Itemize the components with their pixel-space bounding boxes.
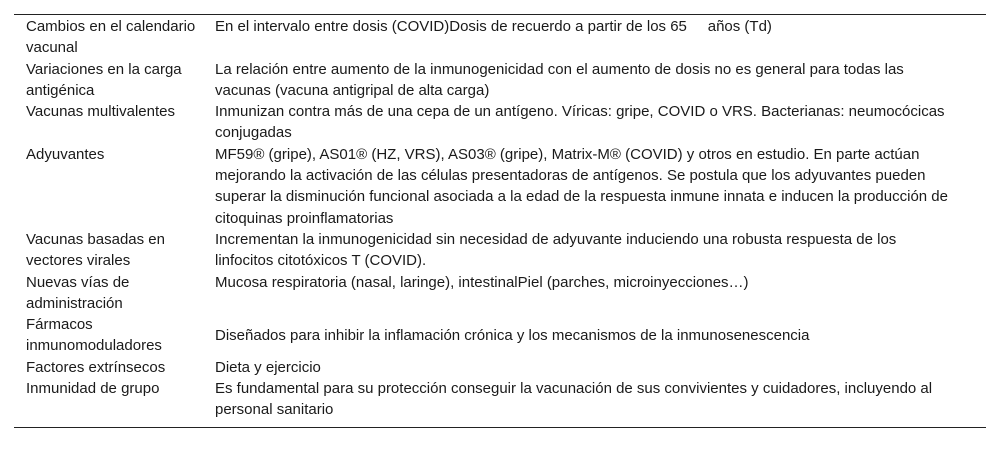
- row-label: Vacunas basadas en vectores virales: [26, 230, 165, 270]
- row-value: MF59® (gripe), AS01® (HZ, VRS), AS03® (gripe), Matrix-M® (COVID) y otros en estudio. En parte actúan mejorando la activación de las células presentadoras de antígenos. Se postula que los adyuvantes pueden superar la disminución funcional asociada a la edad de la respuesta inmune innata e inducen la producción de citoquinas proinflamatorias: [215, 145, 948, 227]
- table-row: [14, 144, 986, 229]
- row-label: Nuevas vías de administración: [26, 273, 130, 312]
- row-value: La relación entre aumento de la inmunogenicidad con el aumento de dosis no es general para todas las vacunas (vacuna antigripal de alta carga): [215, 60, 904, 99]
- row-value: En el intervalo entre dosis (COVID)Dosis de recuerdo a partir de los 65 años (Td): [215, 18, 772, 35]
- table-row: [14, 16, 986, 59]
- vaccine-strategies-table: [14, 14, 986, 428]
- row-value: Dieta y ejercicio: [215, 358, 321, 376]
- table-row: [14, 229, 986, 272]
- row-label: Vacunas multivalentes: [26, 103, 175, 121]
- row-label: Inmunidad de grupo: [26, 380, 160, 398]
- row-value: Mucosa respiratoria (nasal, laringe), intestinalPiel (parches, microinyecciones…): [215, 273, 749, 291]
- row-label: Adyuvantes: [26, 145, 105, 163]
- row-label: Variaciones en la carga antigénica: [26, 60, 182, 99]
- row-value: Inmunizan contra más de una cepa de un antígeno. Víricas: gripe, COVID o VRS. Bacterianas: neumocócicas conjugadas: [215, 103, 945, 142]
- row-label: Cambios en el calendario vacunal: [26, 18, 196, 57]
- table-row: [14, 272, 986, 315]
- row-label: Factores extrínsecos: [26, 358, 166, 376]
- row-value: Diseñados para inhibir la inflamación crónica y los mecanismos de la inmunosenescencia: [215, 326, 810, 344]
- table-row: [14, 314, 986, 357]
- table-body: [14, 16, 986, 421]
- row-value: Incrementan la inmunogenicidad sin necesidad de adyuvante induciendo una robusta respuesta de los linfocitos citotóxicos T (COVID).: [215, 230, 897, 270]
- row-label: Fármacos inmunomoduladores: [26, 316, 162, 355]
- table-row: [14, 378, 986, 421]
- table-row: [14, 59, 986, 102]
- row-value: Es fundamental para su protección conseguir la vacunación de sus convivientes y cuidadores, incluyendo al personal sanitario: [215, 380, 933, 419]
- table-row: [14, 357, 986, 378]
- table-row: [14, 101, 986, 144]
